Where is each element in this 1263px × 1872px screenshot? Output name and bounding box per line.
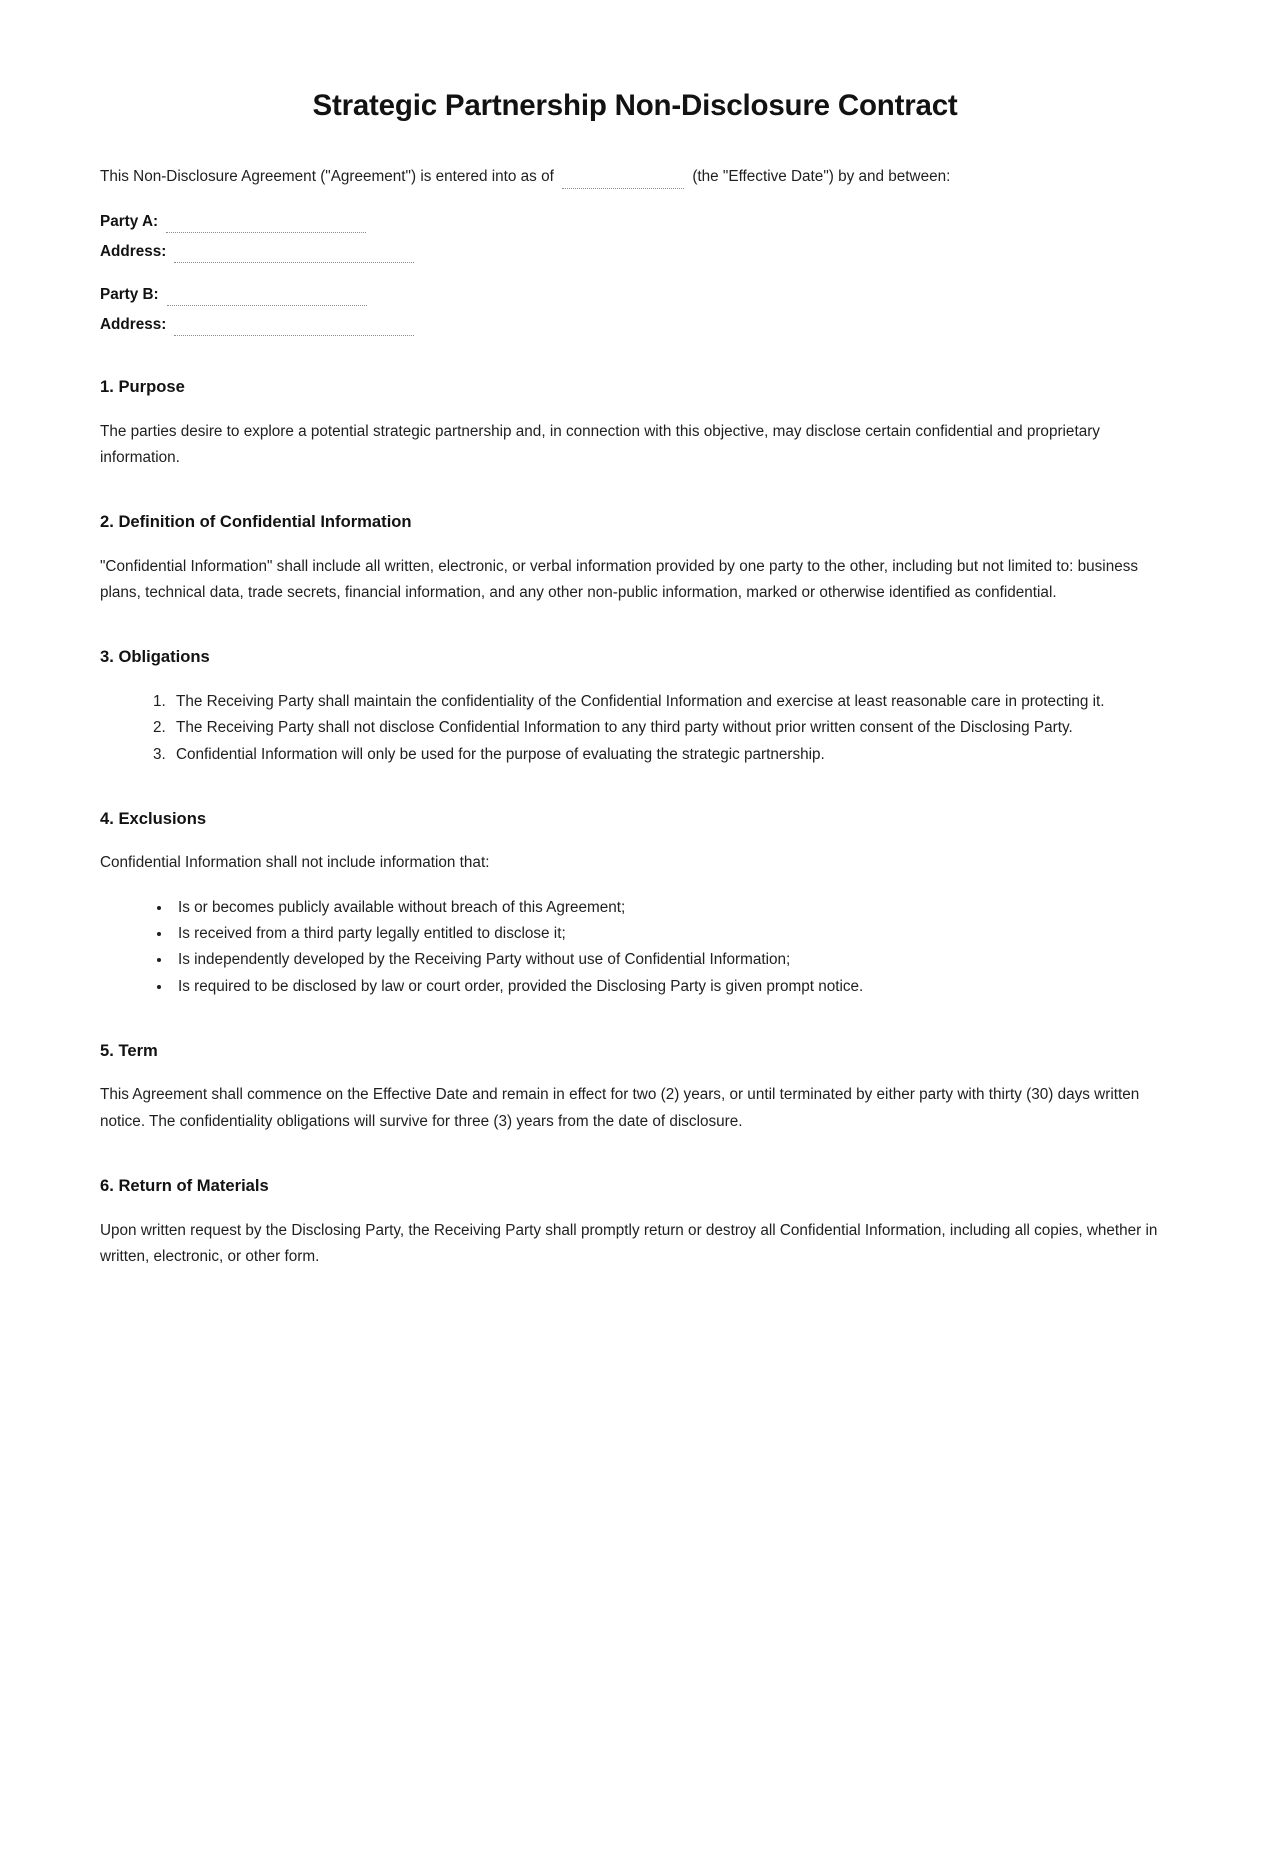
list-item: • Is required to be disclosed by law or court order, provided the Disclosing Party is given prompt notice. <box>172 974 1170 1000</box>
obligations-list <box>100 689 1170 768</box>
list-item: 2. The Receiving Party shall not disclose Confidential Information to any third party without prior written consent of the Disclosing Party. <box>170 715 1170 741</box>
party-b-address-row <box>100 314 1170 336</box>
section-definition <box>100 511 1170 606</box>
party-b-group <box>100 284 1170 336</box>
list-item: • Is received from a third party legally entitled to disclose it; <box>172 921 1170 947</box>
section-heading: 3. Obligations <box>100 647 210 667</box>
section-obligations <box>100 646 1170 767</box>
party-b-name-input[interactable] <box>167 289 367 306</box>
section-paragraph: Upon written request by the Disclosing Party, the Receiving Party shall promptly return or destroy all Confidential Information, including all copies, whether in written, electronic, or other form. <box>100 1221 1158 1265</box>
party-a-address-input[interactable] <box>174 246 414 263</box>
party-a-name-row <box>100 211 1170 233</box>
intro-paragraph <box>100 165 1170 189</box>
party-b-address-input[interactable] <box>174 319 414 336</box>
party-a-label: Party A: <box>100 213 159 231</box>
list-item: • Is independently developed by the Receiving Party without use of Confidential Information; <box>172 947 1170 973</box>
list-item: • Is or becomes publicly available without breach of this Agreement; <box>172 895 1170 921</box>
section-paragraph: The parties desire to explore a potential strategic partnership and, in connection with this objective, may disclose certain confidential and proprietary information. <box>100 422 1100 466</box>
exclusions-lead-in: Confidential Information shall not include information that: <box>100 854 490 872</box>
party-b-address-label: Address: <box>100 316 167 334</box>
section-heading: 5. Term <box>100 1040 158 1060</box>
section-heading: 4. Exclusions <box>100 808 207 828</box>
section-term <box>100 1040 1170 1135</box>
party-information-block <box>100 211 1170 336</box>
list-item: 3. Confidential Information will only be used for the purpose of evaluating the strategic partnership. <box>170 742 1170 768</box>
section-paragraph: "Confidential Information" shall include all written, electronic, or verbal information provided by one party to the other, including but not limited to: business plans, technical data, trade secrets, financial information, and any other non-public information, marked or otherwise identified as confidential. <box>100 557 1139 602</box>
section-purpose <box>100 376 1170 471</box>
intro-text-after-blank: (the "Effective Date") by and between: <box>692 168 951 186</box>
section-heading: 2. Definition of Confidential Information <box>100 512 412 532</box>
section-paragraph: This Agreement shall commence on the Effective Date and remain in effect for two (2) years, or until terminated by either party with thirty (30) days written notice. The confidentiality obligations will survive for three (3) years from the date of disclosure. <box>100 1086 1140 1130</box>
party-a-group <box>100 211 1170 263</box>
party-b-label: Party B: <box>100 286 159 304</box>
exclusions-list <box>100 895 1170 1000</box>
party-b-name-row <box>100 284 1170 306</box>
party-a-address-row <box>100 241 1170 263</box>
intro-text-before-blank: This Non-Disclosure Agreement ("Agreement") is entered into as of <box>100 168 554 186</box>
party-a-name-input[interactable] <box>166 216 366 233</box>
party-a-address-label: Address: <box>100 243 167 261</box>
page-title: Strategic Partnership Non-Disclosure Contract <box>312 89 958 122</box>
section-heading: 6. Return of Materials <box>100 1176 269 1196</box>
section-return-of-materials <box>100 1175 1170 1270</box>
section-heading: 1. Purpose <box>100 377 185 397</box>
section-exclusions <box>100 808 1170 1000</box>
effective-date-blank[interactable] <box>562 172 684 189</box>
list-item: 1. The Receiving Party shall maintain the confidentiality of the Confidential Information and exercise at least reasonable care in protecting it. <box>170 689 1170 715</box>
